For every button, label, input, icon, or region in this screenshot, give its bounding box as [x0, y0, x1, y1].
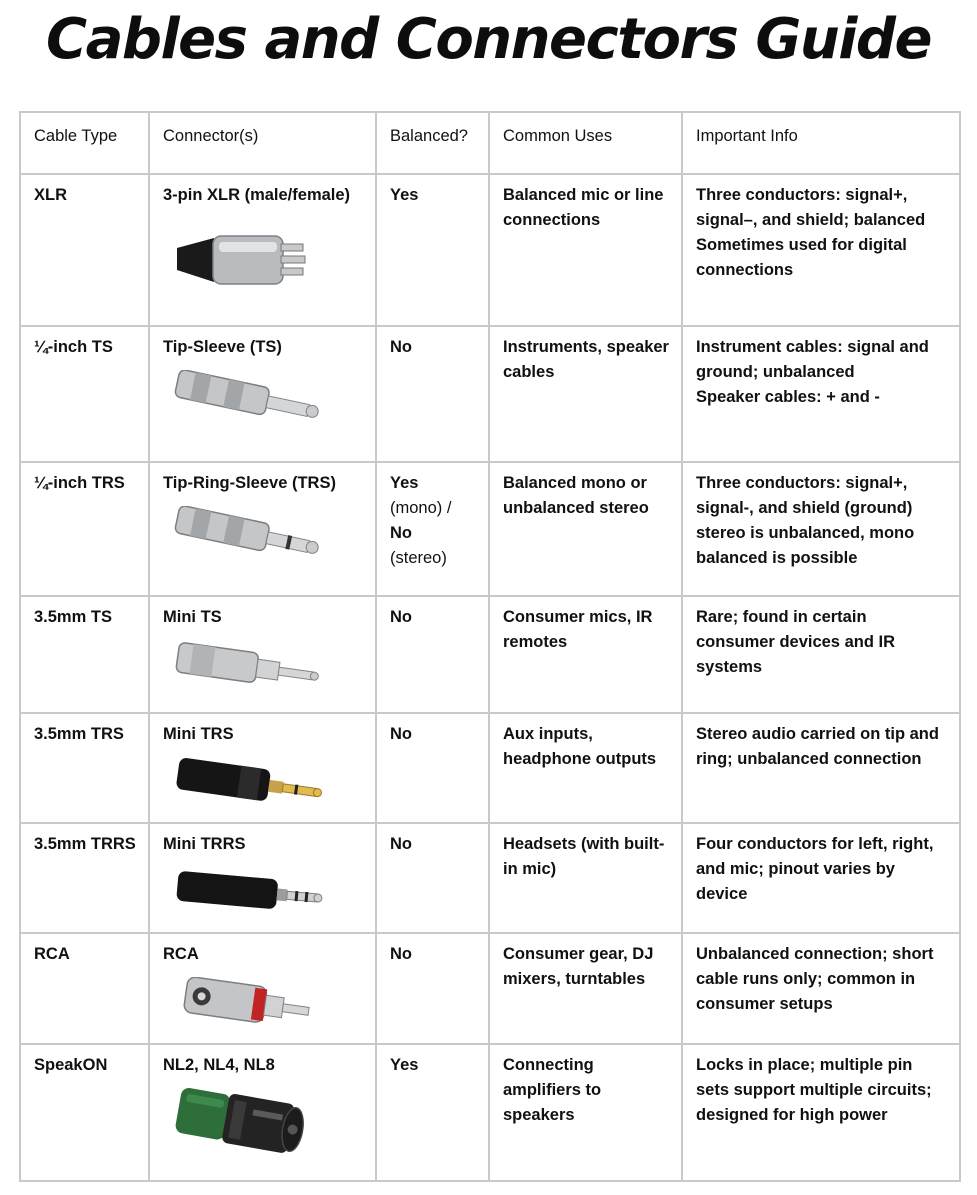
- cell-important-info: Locks in place; multiple pin sets support multiple circuits; designed for high power: [682, 1044, 960, 1181]
- cell-common-uses: Instruments, speaker cables: [489, 326, 682, 462]
- connector-label: NL2, NL4, NL8: [163, 1056, 275, 1074]
- balanced-note-stereo: (stereo): [390, 549, 447, 567]
- cell-balanced: Yes: [376, 1044, 489, 1181]
- cell-balanced: No: [376, 823, 489, 933]
- cell-cable-type: ¼-inch TRS: [20, 462, 149, 596]
- info-line: Speaker cables: + and -: [696, 388, 880, 406]
- page-title: Cables and Connectors Guide: [46, 7, 931, 72]
- speakon-connector-image: [169, 1088, 319, 1158]
- cell-common-uses: Consumer gear, DJ mixers, turntables: [489, 933, 682, 1044]
- connector-label: Mini TRS: [163, 725, 234, 743]
- info-line: stereo is unbalanced, mono balanced is possible: [696, 524, 915, 567]
- cell-common-uses: Aux inputs, headphone outputs: [489, 713, 682, 823]
- cell-important-info: Stereo audio carried on tip and ring; unbalanced connection: [682, 713, 960, 823]
- table-header-row: [20, 112, 960, 174]
- cell-common-uses: Consumer mics, IR remotes: [489, 596, 682, 713]
- table-row: [20, 1044, 960, 1181]
- xlr-connector-image: [169, 218, 319, 298]
- mini-trrs-connector-image: [169, 867, 329, 921]
- cell-cable-type: XLR: [20, 174, 149, 326]
- trs-quarter-inch-connector-image: [169, 506, 329, 568]
- balanced-note-mono: (mono) /: [390, 499, 452, 517]
- cell-balanced: Yes: [376, 174, 489, 326]
- cell-common-uses: Balanced mic or line connections: [489, 174, 682, 326]
- cell-important-info: Rare; found in certain consumer devices and IR systems: [682, 596, 960, 713]
- table-row: [20, 933, 960, 1044]
- cell-connector: [149, 596, 376, 713]
- cell-connector: [149, 462, 376, 596]
- cell-connector: [149, 933, 376, 1044]
- cell-important-info: [682, 326, 960, 462]
- balanced-no: No: [390, 524, 412, 542]
- connector-label: Mini TRRS: [163, 835, 246, 853]
- table-row: [20, 823, 960, 933]
- table-row: [20, 174, 960, 326]
- cell-important-info: Four conductors for left, right, and mic; pinout varies by device: [682, 823, 960, 933]
- cell-cable-type: 3.5mm TRS: [20, 713, 149, 823]
- cell-balanced: No: [376, 596, 489, 713]
- table-row: [20, 326, 960, 462]
- cell-connector: [149, 713, 376, 823]
- cell-balanced: No: [376, 933, 489, 1044]
- cell-cable-type: ¼-inch TS: [20, 326, 149, 462]
- cell-cable-type: SpeakON: [20, 1044, 149, 1181]
- mini-ts-connector-image: [169, 640, 329, 694]
- cell-important-info: [682, 174, 960, 326]
- cell-connector: [149, 823, 376, 933]
- cables-table: [19, 111, 961, 1182]
- rca-connector-image: [169, 977, 329, 1031]
- cell-connector: [149, 1044, 376, 1181]
- header-common-uses: Common Uses: [489, 112, 682, 174]
- table-row: [20, 462, 960, 596]
- cell-cable-type: 3.5mm TS: [20, 596, 149, 713]
- info-line: Sometimes used for digital connections: [696, 236, 907, 279]
- connector-label: Mini TS: [163, 608, 222, 626]
- info-line: Three conductors: signal+, signal–, and shield; balanced: [696, 186, 926, 229]
- connector-label: 3-pin XLR (male/female): [163, 186, 351, 204]
- table-row: [20, 596, 960, 713]
- mini-trs-connector-image: [169, 757, 329, 811]
- cell-balanced: No: [376, 326, 489, 462]
- info-line: Three conductors: signal+, signal-, and shield (ground): [696, 474, 913, 517]
- header-important-info: Important Info: [682, 112, 960, 174]
- cell-common-uses: Headsets (with built-in mic): [489, 823, 682, 933]
- cell-cable-type: RCA: [20, 933, 149, 1044]
- cell-common-uses: Connecting amplifiers to speakers: [489, 1044, 682, 1181]
- table-row: [20, 713, 960, 823]
- connector-label: Tip-Sleeve (TS): [163, 338, 282, 356]
- cell-common-uses: Balanced mono or unbalanced stereo: [489, 462, 682, 596]
- balanced-yes: Yes: [390, 474, 419, 492]
- header-cable-type: Cable Type: [20, 112, 149, 174]
- cell-connector: [149, 174, 376, 326]
- connector-label: RCA: [163, 945, 199, 963]
- connector-label: Tip-Ring-Sleeve (TRS): [163, 474, 336, 492]
- cell-important-info: [682, 462, 960, 596]
- cell-balanced: No: [376, 713, 489, 823]
- cell-important-info: Unbalanced connection; short cable runs only; common in consumer setups: [682, 933, 960, 1044]
- cell-connector: [149, 326, 376, 462]
- header-connectors: Connector(s): [149, 112, 376, 174]
- cell-balanced: [376, 462, 489, 596]
- header-balanced: Balanced?: [376, 112, 489, 174]
- info-line: Instrument cables: signal and ground; unbalanced: [696, 338, 929, 381]
- ts-quarter-inch-connector-image: [169, 370, 329, 432]
- cell-cable-type: 3.5mm TRRS: [20, 823, 149, 933]
